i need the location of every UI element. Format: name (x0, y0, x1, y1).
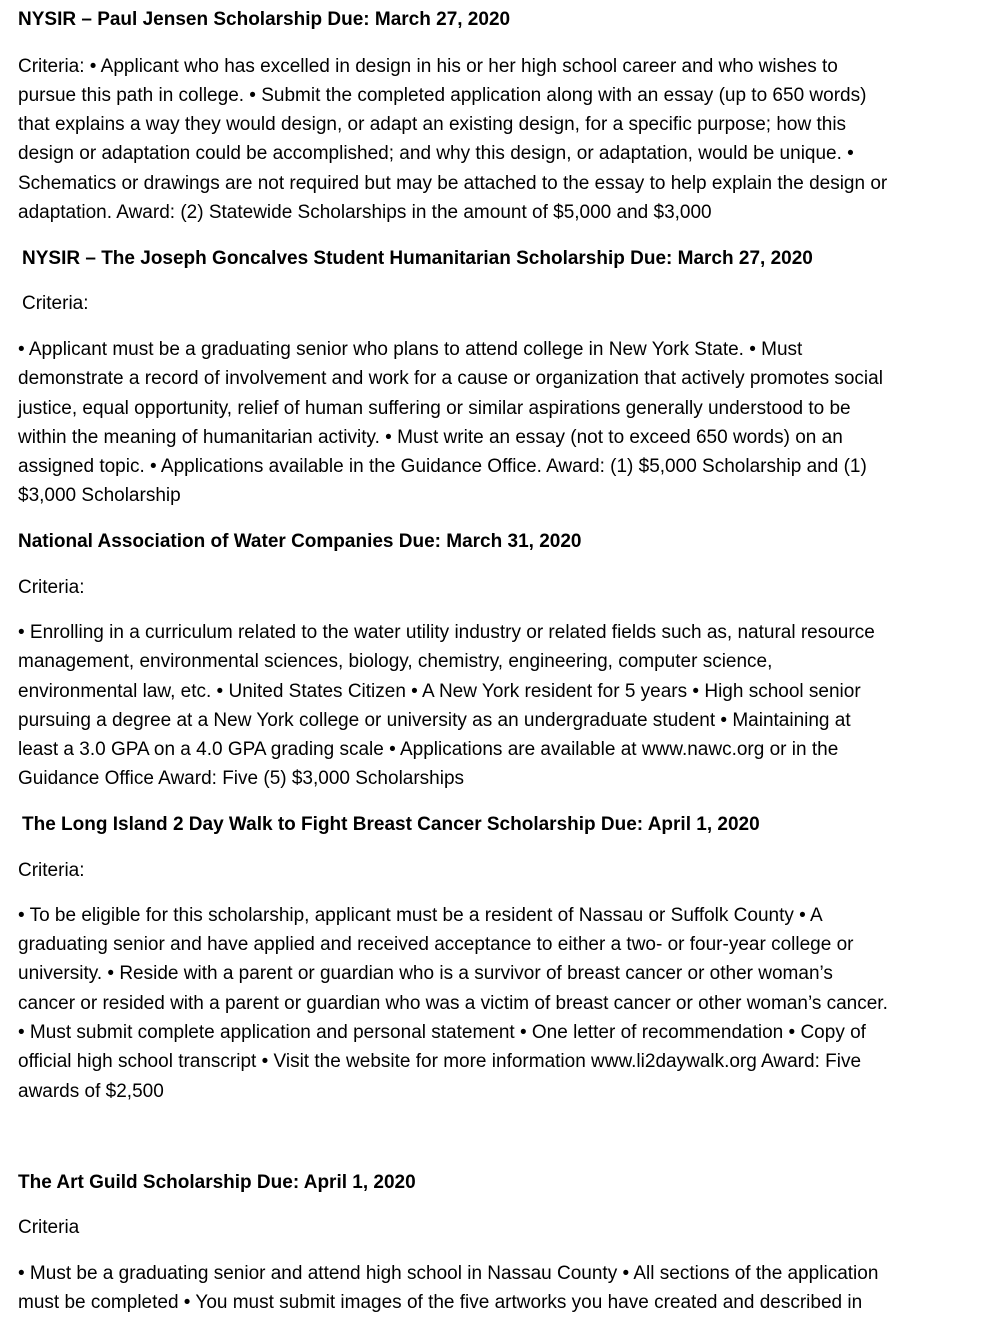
body-line: • Applicant must be a graduating senior who plans to attend college in New York State. • Must (18, 339, 803, 360)
body-line: $3,000 Scholarship (18, 485, 181, 506)
body-line: cancer or resided with a parent or guardian who was a victim of breast cancer or other woman’s cancer. (18, 993, 888, 1014)
body-line: awards of $2,500 (18, 1081, 164, 1102)
section-title: NYSIR – The Joseph Goncalves Student Humanitarian Scholarship Due: March 27, 2020 (22, 248, 813, 269)
body-line: official high school transcript • Visit the website for more information www.li2daywalk.org Award: Five (18, 1051, 862, 1072)
body-line: university. • Reside with a parent or guardian who is a survivor of breast cancer or other woman’s (18, 963, 833, 984)
body-line: least a 3.0 GPA on a 4.0 GPA grading scale • Applications are available at www.nawc.org or in the (18, 739, 839, 760)
body-line: management, environmental sciences, biology, chemistry, engineering, computer science, (18, 651, 773, 672)
criteria-label: Criteria (18, 1217, 80, 1238)
section-title: National Association of Water Companies Due: March 31, 2020 (18, 531, 582, 552)
body-line: adaptation. Award: (2) Statewide Scholarships in the amount of $5,000 and $3,000 (18, 202, 712, 223)
body-line: pursuing a degree at a New York college or university as an undergraduate student • Maintaining at (18, 710, 851, 731)
body-line: Guidance Office Award: Five (5) $3,000 Scholarships (18, 768, 465, 789)
body-line: Criteria: • Applicant who has excelled in design in his or her high school career and who wishes to (18, 56, 838, 77)
body-line: • Must be a graduating senior and attend high school in Nassau County • All sections of the application (18, 1263, 879, 1284)
body-line: justice, equal opportunity, relief of human suffering or similar aspirations generally understood to be (18, 398, 851, 419)
body-line: • To be eligible for this scholarship, applicant must be a resident of Nassau or Suffolk County • A (18, 905, 823, 926)
body-line: pursue this path in college. • Submit the completed application along with an essay (up to 650 words) (18, 85, 867, 106)
body-line: assigned topic. • Applications available in the Guidance Office. Award: (1) $5,000 Scholarship and (1) (18, 456, 867, 477)
body-line: graduating senior and have applied and received acceptance to either a two- or four-year college or (18, 934, 854, 955)
body-line: • Enrolling in a curriculum related to the water utility industry or related fields such as, natural resource (18, 622, 875, 643)
section-title: NYSIR – Paul Jensen Scholarship Due: March 27, 2020 (18, 9, 511, 30)
body-line: that explains a way they would design, or adapt an existing design, for a specific purpose; how this (18, 114, 847, 135)
body-line: • Must submit complete application and personal statement • One letter of recommendation • Copy of (18, 1022, 866, 1043)
body-line: within the meaning of humanitarian activity. • Must write an essay (not to exceed 650 words) on an (18, 427, 843, 448)
body-line: demonstrate a record of involvement and work for a cause or organization that actively promotes social (18, 368, 883, 389)
criteria-label: Criteria: (18, 860, 85, 881)
section-title: The Long Island 2 Day Walk to Fight Breast Cancer Scholarship Due: April 1, 2020 (22, 814, 760, 835)
body-line: design or adaptation could be accomplished; and why this design, or adaptation, would be unique. • (18, 143, 854, 164)
criteria-label: Criteria: (18, 577, 85, 598)
section-title: The Art Guild Scholarship Due: April 1, 2020 (18, 1172, 416, 1193)
criteria-label: Criteria: (22, 293, 89, 314)
body-line: environmental law, etc. • United States Citizen • A New York resident for 5 years • High school senior (18, 681, 861, 702)
body-line: Schematics or drawings are not required but may be attached to the essay to help explain the design or (18, 173, 888, 194)
body-line: must be completed • You must submit images of the five artworks you have created and described in (18, 1292, 863, 1313)
